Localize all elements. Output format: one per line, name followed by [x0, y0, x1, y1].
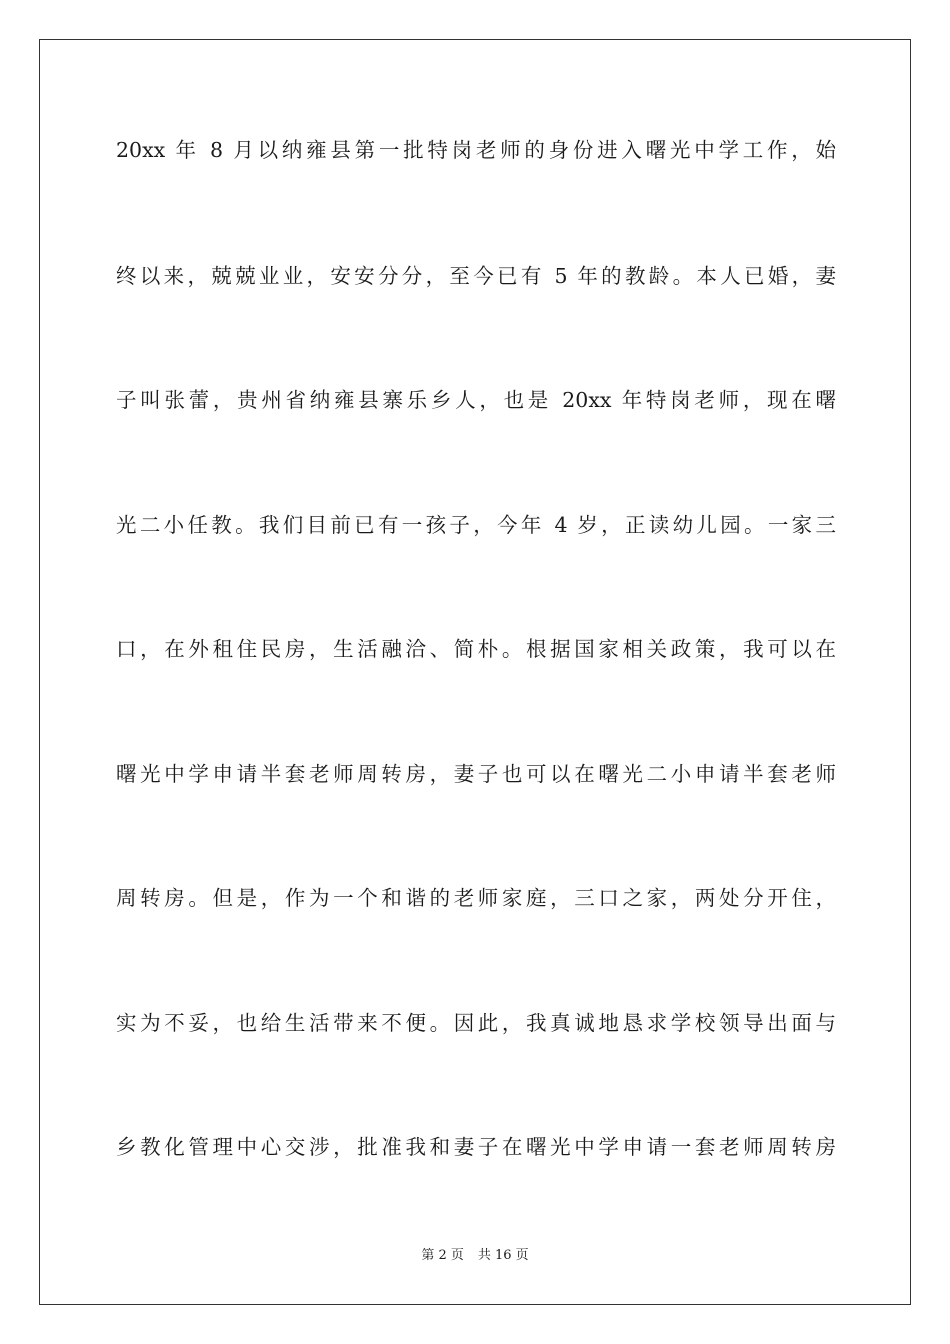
body-text-line-6: 曙光中学申请半套老师周转房，妻子也可以在曙光二小申请半套老师: [116, 762, 836, 786]
page-number: 第 2 页: [421, 1248, 464, 1263]
body-text-line-1: 20xx 年 8 月以纳雍县第一批特岗老师的身份进入曙光中学工作，始: [116, 138, 836, 162]
page-footer: [0, 1247, 950, 1265]
body-text-line-5: 口，在外租住民房，生活融洽、简朴。根据国家相关政策，我可以在: [116, 637, 836, 661]
body-text-line-7: 周转房。但是，作为一个和谐的老师家庭，三口之家，两处分开住，: [116, 886, 836, 910]
body-text-line-8: 实为不妥，也给生活带来不便。因此，我真诚地恳求学校领导出面与: [116, 1011, 836, 1035]
page-total: 共 16 页: [477, 1248, 529, 1263]
page-border: [39, 39, 911, 1305]
body-text-line-4: 光二小任教。我们目前已有一孩子，今年 4 岁，正读幼儿园。一家三: [116, 513, 836, 537]
body-text-line-3: 子叫张蕾，贵州省纳雍县寨乐乡人，也是 20xx 年特岗老师，现在曙: [116, 388, 836, 412]
body-text-line-2: 终以来，兢兢业业，安安分分，至今已有 5 年的教龄。本人已婚，妻: [116, 264, 836, 288]
body-text-line-9: 乡教化管理中心交涉，批准我和妻子在曙光中学申请一套老师周转房: [116, 1135, 836, 1159]
